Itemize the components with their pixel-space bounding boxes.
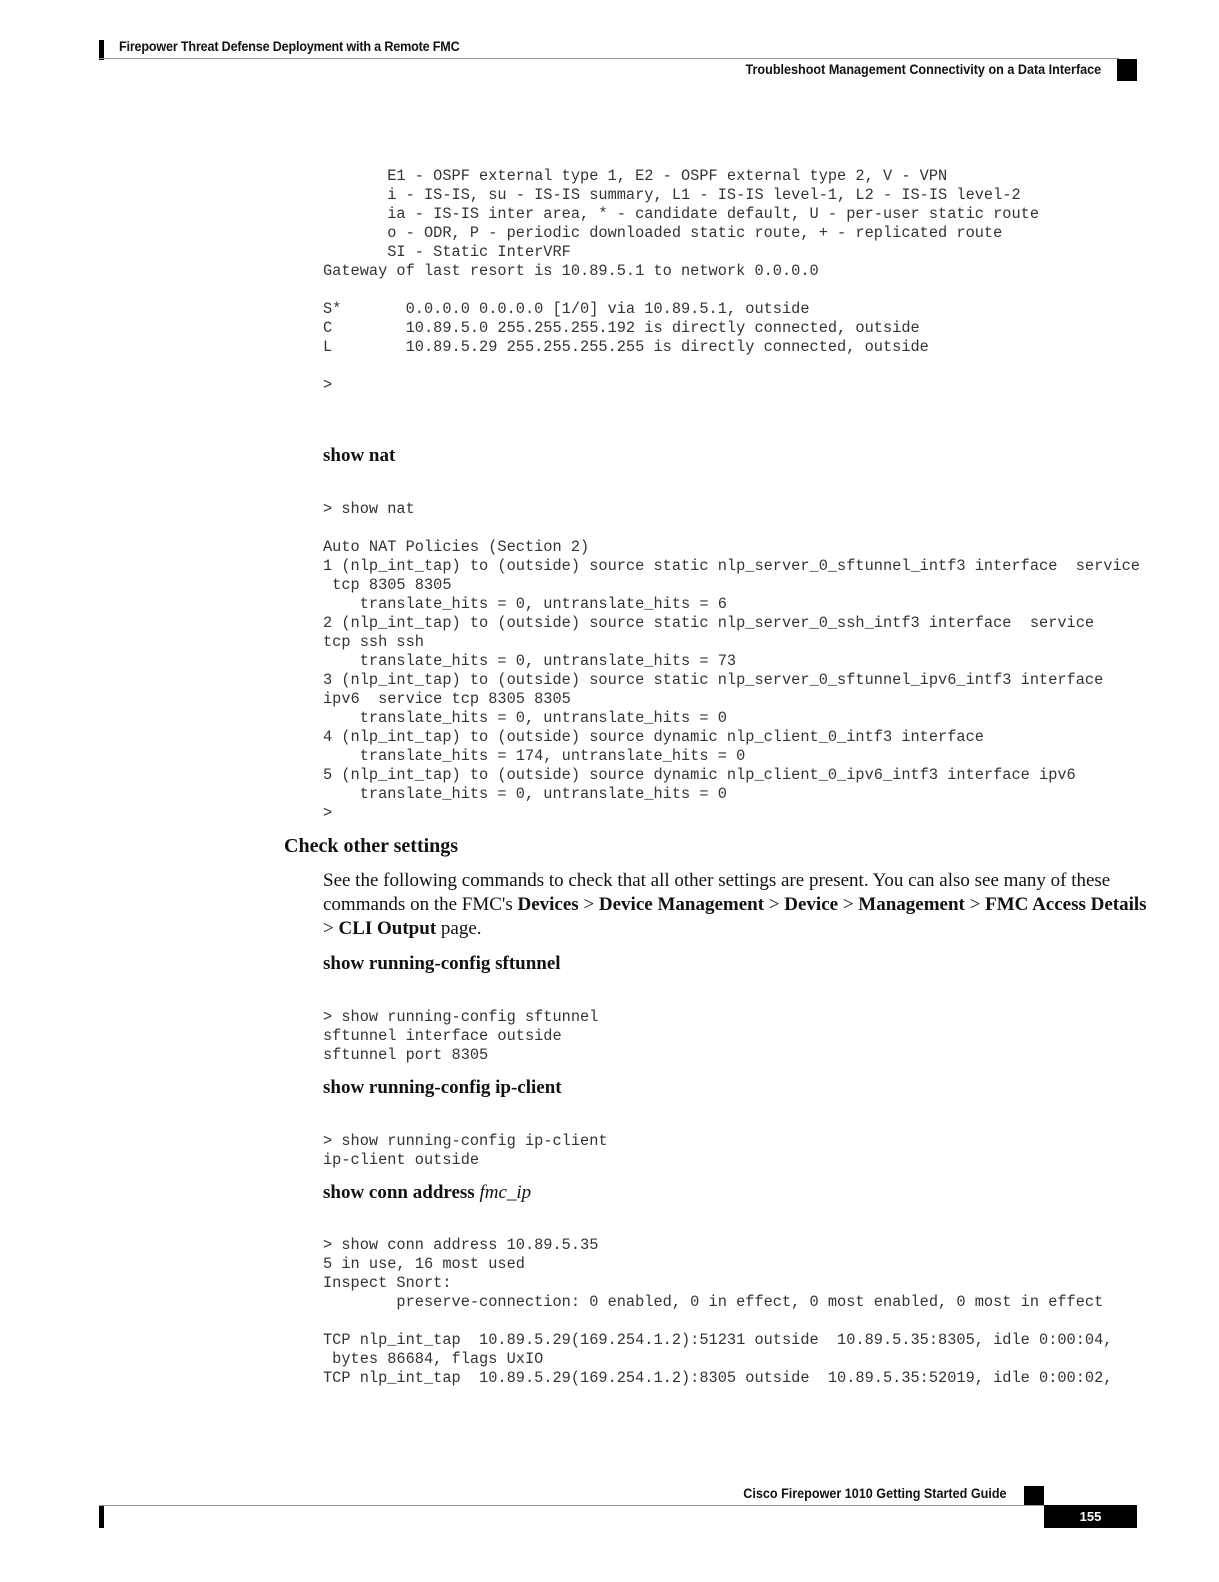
path-device: Device bbox=[784, 894, 839, 915]
footer-rule bbox=[99, 1505, 1044, 1506]
conn-address-argument: fmc_ip bbox=[479, 1182, 532, 1203]
check-other-settings-heading: Check other settings bbox=[284, 835, 459, 857]
header-marker-bar bbox=[99, 40, 104, 60]
footer-guide-title: Cisco Firepower 1010 Getting Started Guide bbox=[743, 1485, 1007, 1501]
header-marker-square bbox=[1117, 59, 1137, 81]
path-management: Management bbox=[858, 894, 965, 915]
header-section-title: Troubleshoot Management Connectivity on a Data Interface bbox=[745, 61, 1101, 77]
conn-address-output: > show conn address 10.89.5.35 5 in use, 16 most used Inspect Snort: preserve-connection: 0 enabled, 0 in effect, 0 most enabled, 0 most in effect TCP nlp_int_tap 10.89.5.29(169.254.1.2):51231 outside 10.89.5.35:8305, idle 0:00:04, bytes 86684, flags UxIO TCP nlp_int_tap 10.89.5.29(169.254.1.2):8305 outside 10.89.5.35:52019, idle 0:00:02, bbox=[323, 1236, 1113, 1387]
show-nat-heading: show nat bbox=[323, 445, 396, 466]
check-other-settings-paragraph bbox=[323, 869, 1153, 941]
footer-marker-square bbox=[1024, 1486, 1044, 1506]
route-table-output: E1 - OSPF external type 1, E2 - OSPF external type 2, V - VPN i - IS-IS, su - IS-IS summary, L1 - IS-IS level-1, L2 - IS-IS level-2 ia - IS-IS inter area, * - candidate default, U - per-user static route o - ODR, P - periodic downloaded static route, + - replicated route SI - Static InterVRF Gateway of last resort is 10.89.5.1 to network 0.0.0.0 S* 0.0.0.0 0.0.0.0 [1/0] via 10.89.5.1, outside C 10.89.5.0 255.255.255.192 is directly connected, outside L 10.89.5.29 255.255.255.255 is directly connected, outside > bbox=[323, 167, 1040, 394]
path-cli-output: CLI Output bbox=[338, 918, 437, 939]
footer-marker-bar bbox=[99, 1506, 104, 1528]
path-separator: > bbox=[964, 894, 986, 915]
path-device-management: Device Management bbox=[598, 894, 765, 915]
path-separator: > bbox=[838, 894, 859, 915]
ip-client-heading: show running-config ip-client bbox=[323, 1077, 562, 1098]
header-book-title: Firepower Threat Defense Deployment with a Remote FMC bbox=[119, 38, 460, 54]
path-separator: > bbox=[323, 918, 339, 939]
sftunnel-heading: show running-config sftunnel bbox=[323, 953, 561, 974]
conn-address-heading bbox=[323, 1182, 531, 1204]
path-separator: > bbox=[764, 894, 785, 915]
path-separator: > bbox=[578, 894, 599, 915]
para-end: page. bbox=[436, 918, 482, 939]
path-fmc-access-details: FMC Access Details bbox=[985, 894, 1147, 915]
ip-client-output: > show running-config ip-client ip-client outside bbox=[323, 1132, 608, 1169]
show-nat-output: > show nat Auto NAT Policies (Section 2) 1 (nlp_int_tap) to (outside) source static nlp_server_0_sftunnel_intf3 interface service tcp 8305 8305 translate_hits = 0, untranslate_hits = 6 2 (nlp_int_tap) to (outside) source static nlp_server_0_ssh_intf3 interface service tcp ssh ssh translate_hits = 0, untranslate_hits = 73 3 (nlp_int_tap) to (outside) source static nlp_server_0_sftunnel_ipv6_intf3 interface ipv6 service tcp 8305 8305 translate_hits = 0, untranslate_hits = 0 4 (nlp_int_tap) to (outside) source dynamic nlp_client_0_intf3 interface translate_hits = 174, untranslate_hits = 0 5 (nlp_int_tap) to (outside) source dynamic nlp_client_0_ipv6_intf3 interface ipv6 translate_hits = 0, untranslate_hits = 0 > bbox=[323, 500, 1140, 822]
path-devices: Devices bbox=[517, 894, 579, 915]
sftunnel-output: > show running-config sftunnel sftunnel interface outside sftunnel port 8305 bbox=[323, 1008, 599, 1064]
conn-address-command: show conn address bbox=[323, 1182, 480, 1203]
header-rule bbox=[99, 58, 1119, 59]
page-number: 155 bbox=[1044, 1505, 1137, 1528]
para-intro: See the following commands to check that all other settings are present. You can also see many of these commands on the FMC's bbox=[323, 870, 1111, 915]
